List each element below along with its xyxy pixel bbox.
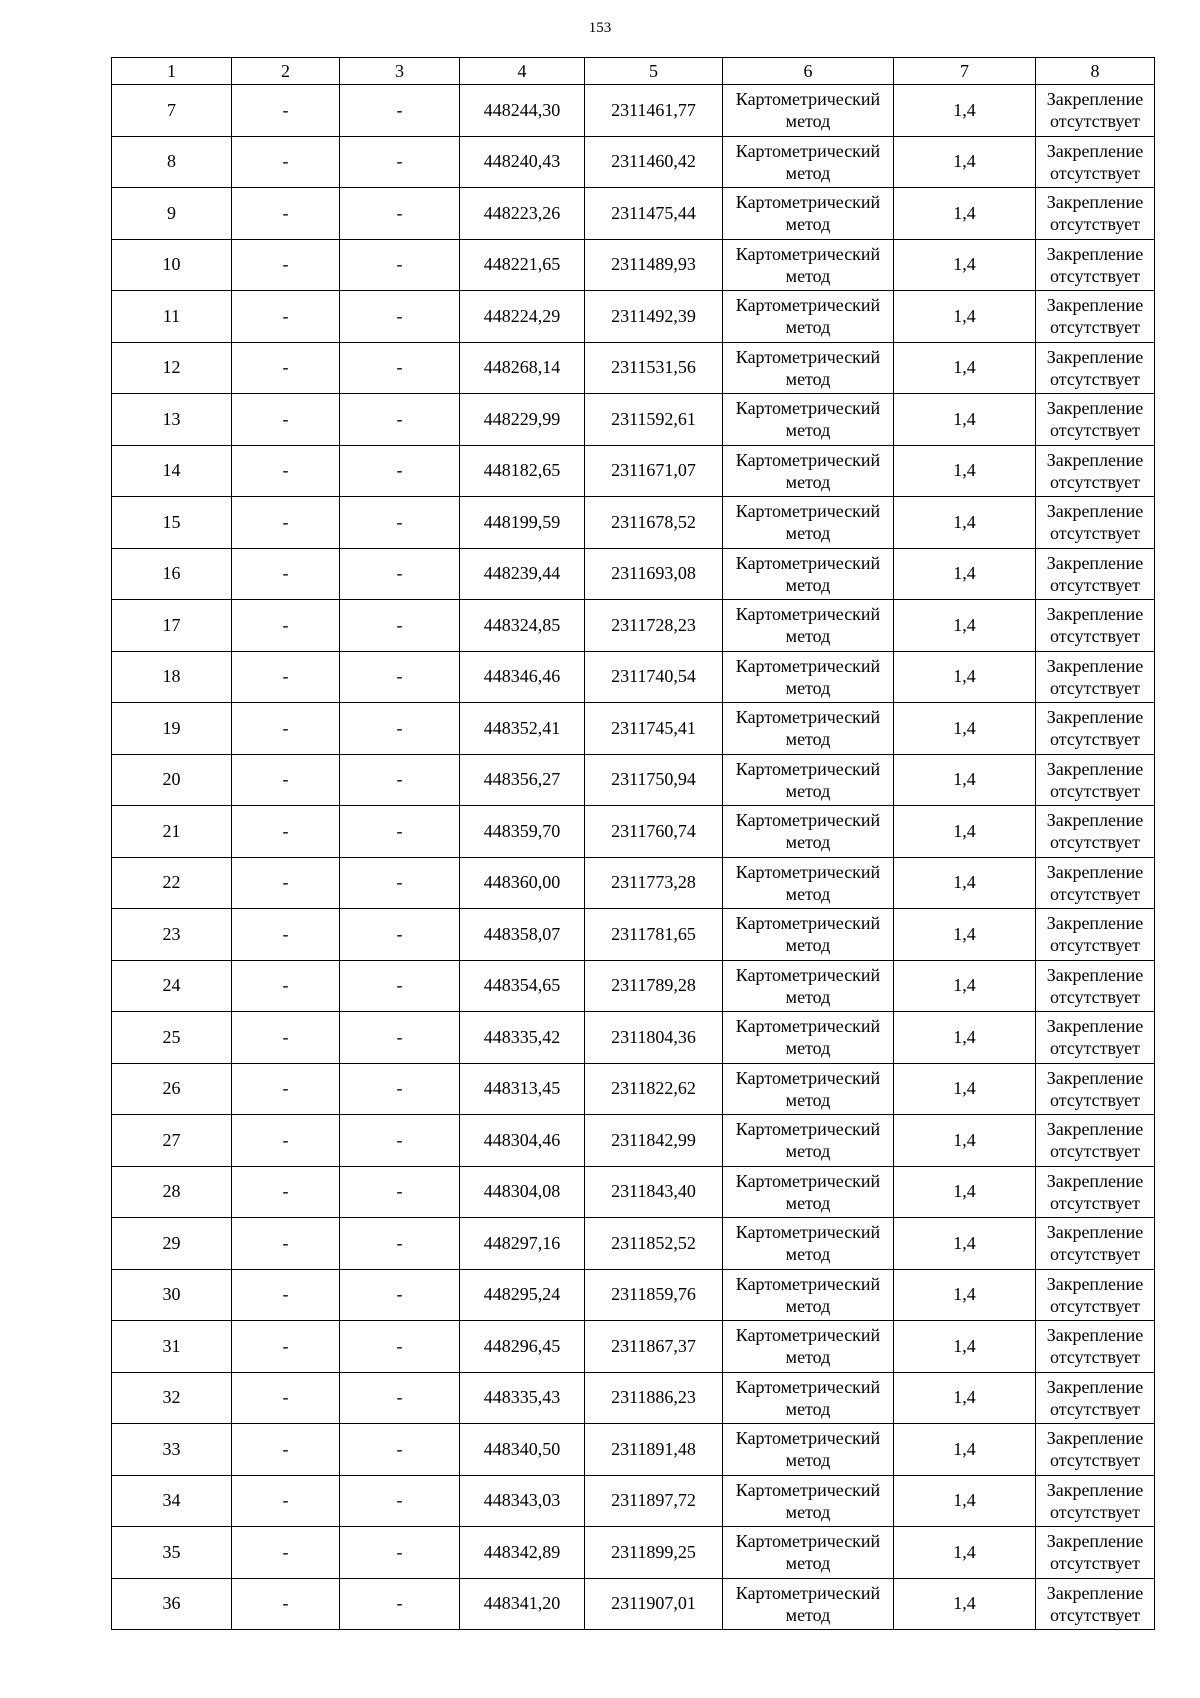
- cell-method: Картометрический метод: [723, 1218, 894, 1270]
- cell-coord-y: 2311492,39: [585, 291, 723, 343]
- table-row: [112, 600, 1155, 652]
- cell-col-2: -: [232, 136, 340, 188]
- cell-method: Картометрический метод: [723, 909, 894, 961]
- cell-method: Картометрический метод: [723, 291, 894, 343]
- cell-accuracy: 1,4: [894, 754, 1036, 806]
- table-row: [112, 703, 1155, 755]
- cell-coord-x: 448295,24: [460, 1269, 585, 1321]
- table-row: [112, 239, 1155, 291]
- cell-col-2: -: [232, 85, 340, 137]
- cell-accuracy: 1,4: [894, 1269, 1036, 1321]
- cell-coord-y: 2311740,54: [585, 651, 723, 703]
- cell-coord-x: 448229,99: [460, 394, 585, 446]
- cell-point-number: 34: [112, 1475, 232, 1527]
- cell-col-3: -: [340, 754, 460, 806]
- cell-fixing-description: Закрепление отсутствует: [1036, 188, 1155, 240]
- table-row: [112, 497, 1155, 549]
- cell-coord-y: 2311843,40: [585, 1166, 723, 1218]
- cell-col-3: -: [340, 1166, 460, 1218]
- cell-col-3: -: [340, 445, 460, 497]
- cell-method: Картометрический метод: [723, 1115, 894, 1167]
- cell-col-2: -: [232, 188, 340, 240]
- cell-coord-x: 448304,08: [460, 1166, 585, 1218]
- column-header-2: 2: [232, 58, 340, 85]
- cell-col-3: -: [340, 1372, 460, 1424]
- cell-col-3: -: [340, 857, 460, 909]
- cell-col-3: -: [340, 600, 460, 652]
- table-row: [112, 1424, 1155, 1476]
- cell-point-number: 26: [112, 1063, 232, 1115]
- cell-coord-x: 448304,46: [460, 1115, 585, 1167]
- cell-fixing-description: Закрепление отсутствует: [1036, 497, 1155, 549]
- cell-coord-x: 448341,20: [460, 1578, 585, 1630]
- cell-point-number: 36: [112, 1578, 232, 1630]
- cell-col-2: -: [232, 548, 340, 600]
- cell-point-number: 7: [112, 85, 232, 137]
- cell-coord-y: 2311678,52: [585, 497, 723, 549]
- cell-col-2: -: [232, 909, 340, 961]
- cell-coord-x: 448221,65: [460, 239, 585, 291]
- cell-col-2: -: [232, 600, 340, 652]
- cell-method: Картометрический метод: [723, 188, 894, 240]
- cell-col-3: -: [340, 291, 460, 343]
- cell-point-number: 13: [112, 394, 232, 446]
- cell-point-number: 15: [112, 497, 232, 549]
- cell-point-number: 31: [112, 1321, 232, 1373]
- cell-accuracy: 1,4: [894, 188, 1036, 240]
- cell-col-2: -: [232, 1269, 340, 1321]
- cell-col-2: -: [232, 239, 340, 291]
- cell-col-3: -: [340, 394, 460, 446]
- cell-point-number: 21: [112, 806, 232, 858]
- cell-col-2: -: [232, 1527, 340, 1579]
- cell-fixing-description: Закрепление отсутствует: [1036, 394, 1155, 446]
- cell-col-2: -: [232, 806, 340, 858]
- cell-coord-x: 448324,85: [460, 600, 585, 652]
- cell-fixing-description: Закрепление отсутствует: [1036, 1527, 1155, 1579]
- cell-accuracy: 1,4: [894, 1475, 1036, 1527]
- cell-method: Картометрический метод: [723, 1475, 894, 1527]
- cell-method: Картометрический метод: [723, 651, 894, 703]
- table-row: [112, 1012, 1155, 1064]
- coordinates-table: [111, 57, 1155, 1630]
- table-row: [112, 651, 1155, 703]
- column-header-8: 8: [1036, 58, 1155, 85]
- table-row: [112, 1475, 1155, 1527]
- cell-point-number: 14: [112, 445, 232, 497]
- table-row: [112, 1527, 1155, 1579]
- cell-fixing-description: Закрепление отсутствует: [1036, 1321, 1155, 1373]
- cell-fixing-description: Закрепление отсутствует: [1036, 548, 1155, 600]
- cell-col-3: -: [340, 1527, 460, 1579]
- cell-coord-y: 2311475,44: [585, 188, 723, 240]
- cell-col-2: -: [232, 1321, 340, 1373]
- cell-fixing-description: Закрепление отсутствует: [1036, 239, 1155, 291]
- cell-method: Картометрический метод: [723, 342, 894, 394]
- cell-coord-x: 448343,03: [460, 1475, 585, 1527]
- cell-coord-y: 2311745,41: [585, 703, 723, 755]
- cell-accuracy: 1,4: [894, 1218, 1036, 1270]
- cell-method: Картометрический метод: [723, 1321, 894, 1373]
- cell-accuracy: 1,4: [894, 497, 1036, 549]
- cell-point-number: 11: [112, 291, 232, 343]
- cell-coord-x: 448356,27: [460, 754, 585, 806]
- cell-coord-x: 448340,50: [460, 1424, 585, 1476]
- cell-coord-x: 448224,29: [460, 291, 585, 343]
- cell-fixing-description: Закрепление отсутствует: [1036, 85, 1155, 137]
- column-header-6: 6: [723, 58, 894, 85]
- cell-coord-y: 2311822,62: [585, 1063, 723, 1115]
- cell-accuracy: 1,4: [894, 960, 1036, 1012]
- cell-col-3: -: [340, 1475, 460, 1527]
- cell-col-3: -: [340, 497, 460, 549]
- cell-col-2: -: [232, 1372, 340, 1424]
- cell-col-2: -: [232, 1115, 340, 1167]
- column-header-4: 4: [460, 58, 585, 85]
- cell-fixing-description: Закрепление отсутствует: [1036, 960, 1155, 1012]
- cell-col-2: -: [232, 1063, 340, 1115]
- table-row: [112, 1218, 1155, 1270]
- cell-coord-x: 448335,43: [460, 1372, 585, 1424]
- cell-col-3: -: [340, 136, 460, 188]
- cell-coord-y: 2311773,28: [585, 857, 723, 909]
- cell-col-2: -: [232, 445, 340, 497]
- cell-accuracy: 1,4: [894, 1424, 1036, 1476]
- cell-point-number: 35: [112, 1527, 232, 1579]
- cell-coord-y: 2311489,93: [585, 239, 723, 291]
- cell-method: Картометрический метод: [723, 497, 894, 549]
- cell-coord-y: 2311460,42: [585, 136, 723, 188]
- cell-method: Картометрический метод: [723, 857, 894, 909]
- cell-coord-y: 2311728,23: [585, 600, 723, 652]
- cell-fixing-description: Закрепление отсутствует: [1036, 1475, 1155, 1527]
- cell-method: Картометрический метод: [723, 136, 894, 188]
- cell-accuracy: 1,4: [894, 806, 1036, 858]
- cell-accuracy: 1,4: [894, 1166, 1036, 1218]
- table-row: [112, 445, 1155, 497]
- cell-fixing-description: Закрепление отсутствует: [1036, 1012, 1155, 1064]
- cell-point-number: 17: [112, 600, 232, 652]
- cell-point-number: 32: [112, 1372, 232, 1424]
- table-row: [112, 1063, 1155, 1115]
- table-row: [112, 188, 1155, 240]
- cell-col-3: -: [340, 548, 460, 600]
- cell-accuracy: 1,4: [894, 600, 1036, 652]
- cell-col-3: -: [340, 1218, 460, 1270]
- cell-fixing-description: Закрепление отсутствует: [1036, 600, 1155, 652]
- cell-coord-y: 2311852,52: [585, 1218, 723, 1270]
- cell-method: Картометрический метод: [723, 1269, 894, 1321]
- cell-accuracy: 1,4: [894, 239, 1036, 291]
- cell-coord-x: 448358,07: [460, 909, 585, 961]
- cell-coord-y: 2311531,56: [585, 342, 723, 394]
- cell-coord-x: 448313,45: [460, 1063, 585, 1115]
- cell-col-2: -: [232, 1166, 340, 1218]
- cell-accuracy: 1,4: [894, 548, 1036, 600]
- table-row: [112, 1269, 1155, 1321]
- cell-coord-x: 448199,59: [460, 497, 585, 549]
- cell-method: Картометрический метод: [723, 1372, 894, 1424]
- cell-point-number: 12: [112, 342, 232, 394]
- cell-coord-y: 2311750,94: [585, 754, 723, 806]
- cell-coord-y: 2311891,48: [585, 1424, 723, 1476]
- cell-method: Картометрический метод: [723, 1012, 894, 1064]
- cell-method: Картометрический метод: [723, 1424, 894, 1476]
- table-row: [112, 548, 1155, 600]
- cell-coord-y: 2311781,65: [585, 909, 723, 961]
- cell-coord-y: 2311461,77: [585, 85, 723, 137]
- cell-col-3: -: [340, 651, 460, 703]
- cell-col-2: -: [232, 1424, 340, 1476]
- cell-accuracy: 1,4: [894, 342, 1036, 394]
- cell-point-number: 27: [112, 1115, 232, 1167]
- table-header-row: [112, 58, 1155, 85]
- cell-coord-x: 448352,41: [460, 703, 585, 755]
- cell-col-3: -: [340, 960, 460, 1012]
- cell-fixing-description: Закрепление отсутствует: [1036, 342, 1155, 394]
- cell-accuracy: 1,4: [894, 445, 1036, 497]
- cell-coord-y: 2311867,37: [585, 1321, 723, 1373]
- cell-col-2: -: [232, 394, 340, 446]
- cell-coord-y: 2311592,61: [585, 394, 723, 446]
- cell-point-number: 33: [112, 1424, 232, 1476]
- cell-col-2: -: [232, 342, 340, 394]
- cell-point-number: 9: [112, 188, 232, 240]
- cell-col-2: -: [232, 857, 340, 909]
- cell-point-number: 10: [112, 239, 232, 291]
- cell-fixing-description: Закрепление отсутствует: [1036, 1115, 1155, 1167]
- table-row: [112, 806, 1155, 858]
- cell-coord-y: 2311886,23: [585, 1372, 723, 1424]
- cell-col-3: -: [340, 1578, 460, 1630]
- table-row: [112, 1578, 1155, 1630]
- cell-coord-y: 2311907,01: [585, 1578, 723, 1630]
- cell-accuracy: 1,4: [894, 1012, 1036, 1064]
- cell-method: Картометрический метод: [723, 85, 894, 137]
- cell-point-number: 30: [112, 1269, 232, 1321]
- cell-point-number: 24: [112, 960, 232, 1012]
- cell-method: Картометрический метод: [723, 1578, 894, 1630]
- cell-fixing-description: Закрепление отсутствует: [1036, 1269, 1155, 1321]
- cell-col-3: -: [340, 909, 460, 961]
- cell-method: Картометрический метод: [723, 806, 894, 858]
- cell-method: Картометрический метод: [723, 1063, 894, 1115]
- cell-coord-y: 2311760,74: [585, 806, 723, 858]
- cell-coord-x: 448360,00: [460, 857, 585, 909]
- cell-col-2: -: [232, 1012, 340, 1064]
- cell-point-number: 20: [112, 754, 232, 806]
- cell-coord-x: 448297,16: [460, 1218, 585, 1270]
- table-row: [112, 1321, 1155, 1373]
- cell-fixing-description: Закрепление отсутствует: [1036, 136, 1155, 188]
- cell-fixing-description: Закрепление отсутствует: [1036, 806, 1155, 858]
- cell-col-2: -: [232, 703, 340, 755]
- cell-coord-y: 2311859,76: [585, 1269, 723, 1321]
- cell-coord-x: 448239,44: [460, 548, 585, 600]
- cell-col-3: -: [340, 806, 460, 858]
- table-row: [112, 291, 1155, 343]
- cell-coord-x: 448296,45: [460, 1321, 585, 1373]
- cell-col-3: -: [340, 1063, 460, 1115]
- cell-point-number: 16: [112, 548, 232, 600]
- cell-coord-x: 448342,89: [460, 1527, 585, 1579]
- cell-accuracy: 1,4: [894, 85, 1036, 137]
- cell-coord-y: 2311897,72: [585, 1475, 723, 1527]
- cell-point-number: 29: [112, 1218, 232, 1270]
- cell-point-number: 18: [112, 651, 232, 703]
- cell-point-number: 23: [112, 909, 232, 961]
- cell-accuracy: 1,4: [894, 651, 1036, 703]
- cell-fixing-description: Закрепление отсутствует: [1036, 651, 1155, 703]
- cell-fixing-description: Закрепление отсутствует: [1036, 1063, 1155, 1115]
- cell-method: Картометрический метод: [723, 600, 894, 652]
- cell-accuracy: 1,4: [894, 857, 1036, 909]
- table-row: [112, 754, 1155, 806]
- cell-accuracy: 1,4: [894, 703, 1036, 755]
- cell-col-3: -: [340, 1115, 460, 1167]
- table-body: [112, 85, 1155, 1630]
- cell-point-number: 22: [112, 857, 232, 909]
- cell-point-number: 8: [112, 136, 232, 188]
- cell-coord-x: 448354,65: [460, 960, 585, 1012]
- cell-col-2: -: [232, 960, 340, 1012]
- cell-method: Картометрический метод: [723, 548, 894, 600]
- cell-method: Картометрический метод: [723, 239, 894, 291]
- cell-accuracy: 1,4: [894, 1372, 1036, 1424]
- cell-fixing-description: Закрепление отсутствует: [1036, 1218, 1155, 1270]
- cell-coord-x: 448182,65: [460, 445, 585, 497]
- cell-accuracy: 1,4: [894, 909, 1036, 961]
- cell-coord-y: 2311693,08: [585, 548, 723, 600]
- table-row: [112, 342, 1155, 394]
- cell-col-3: -: [340, 188, 460, 240]
- cell-col-3: -: [340, 1269, 460, 1321]
- cell-coord-y: 2311671,07: [585, 445, 723, 497]
- cell-col-2: -: [232, 497, 340, 549]
- cell-fixing-description: Закрепление отсутствует: [1036, 754, 1155, 806]
- column-header-5: 5: [585, 58, 723, 85]
- cell-col-3: -: [340, 342, 460, 394]
- cell-coord-x: 448223,26: [460, 188, 585, 240]
- cell-coord-x: 448346,46: [460, 651, 585, 703]
- cell-point-number: 19: [112, 703, 232, 755]
- cell-accuracy: 1,4: [894, 136, 1036, 188]
- cell-col-3: -: [340, 239, 460, 291]
- table-row: [112, 960, 1155, 1012]
- cell-fixing-description: Закрепление отсутствует: [1036, 291, 1155, 343]
- cell-coord-x: 448244,30: [460, 85, 585, 137]
- cell-accuracy: 1,4: [894, 1115, 1036, 1167]
- cell-coord-y: 2311789,28: [585, 960, 723, 1012]
- page-number: 153: [588, 20, 612, 36]
- cell-accuracy: 1,4: [894, 394, 1036, 446]
- table-row: [112, 1115, 1155, 1167]
- cell-method: Картометрический метод: [723, 445, 894, 497]
- cell-col-3: -: [340, 1424, 460, 1476]
- cell-accuracy: 1,4: [894, 291, 1036, 343]
- cell-coord-y: 2311842,99: [585, 1115, 723, 1167]
- cell-col-2: -: [232, 291, 340, 343]
- column-header-1: 1: [112, 58, 232, 85]
- cell-col-2: -: [232, 1578, 340, 1630]
- cell-method: Картометрический метод: [723, 1527, 894, 1579]
- cell-fixing-description: Закрепление отсутствует: [1036, 909, 1155, 961]
- cell-col-2: -: [232, 651, 340, 703]
- cell-fixing-description: Закрепление отсутствует: [1036, 1372, 1155, 1424]
- cell-accuracy: 1,4: [894, 1321, 1036, 1373]
- cell-coord-x: 448240,43: [460, 136, 585, 188]
- cell-fixing-description: Закрепление отсутствует: [1036, 445, 1155, 497]
- cell-col-3: -: [340, 703, 460, 755]
- cell-accuracy: 1,4: [894, 1063, 1036, 1115]
- cell-accuracy: 1,4: [894, 1578, 1036, 1630]
- table-row: [112, 857, 1155, 909]
- cell-col-2: -: [232, 1475, 340, 1527]
- cell-method: Картометрический метод: [723, 394, 894, 446]
- table-row: [112, 909, 1155, 961]
- table-row: [112, 1372, 1155, 1424]
- cell-method: Картометрический метод: [723, 960, 894, 1012]
- cell-fixing-description: Закрепление отсутствует: [1036, 703, 1155, 755]
- cell-coord-y: 2311899,25: [585, 1527, 723, 1579]
- cell-point-number: 25: [112, 1012, 232, 1064]
- cell-fixing-description: Закрепление отсутствует: [1036, 857, 1155, 909]
- column-header-7: 7: [894, 58, 1036, 85]
- cell-fixing-description: Закрепление отсутствует: [1036, 1578, 1155, 1630]
- cell-point-number: 28: [112, 1166, 232, 1218]
- table-row: [112, 1166, 1155, 1218]
- cell-method: Картометрический метод: [723, 754, 894, 806]
- cell-accuracy: 1,4: [894, 1527, 1036, 1579]
- cell-fixing-description: Закрепление отсутствует: [1036, 1166, 1155, 1218]
- cell-coord-x: 448359,70: [460, 806, 585, 858]
- cell-col-3: -: [340, 1012, 460, 1064]
- cell-col-2: -: [232, 1218, 340, 1270]
- cell-coord-y: 2311804,36: [585, 1012, 723, 1064]
- cell-coord-x: 448268,14: [460, 342, 585, 394]
- cell-col-2: -: [232, 754, 340, 806]
- table-row: [112, 394, 1155, 446]
- table-row: [112, 85, 1155, 137]
- cell-col-3: -: [340, 1321, 460, 1373]
- cell-col-3: -: [340, 85, 460, 137]
- cell-fixing-description: Закрепление отсутствует: [1036, 1424, 1155, 1476]
- cell-method: Картометрический метод: [723, 1166, 894, 1218]
- table-row: [112, 136, 1155, 188]
- column-header-3: 3: [340, 58, 460, 85]
- cell-coord-x: 448335,42: [460, 1012, 585, 1064]
- cell-method: Картометрический метод: [723, 703, 894, 755]
